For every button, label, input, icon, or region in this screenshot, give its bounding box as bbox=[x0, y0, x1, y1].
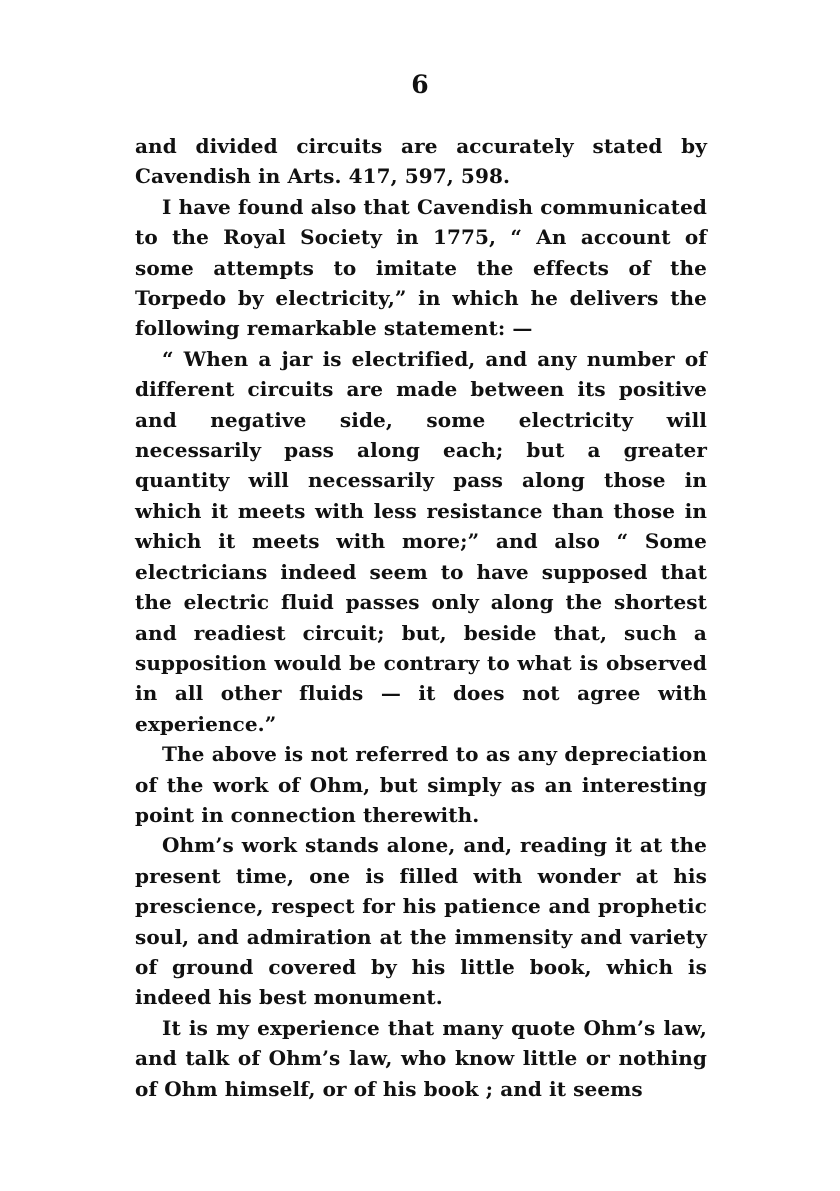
paragraph-quotation: “ When a jar is electrified, and any number of different circuits are made between its positive and negative side, some electricity will necessarily pass along each; but a greater quantity will necessarily pass along those in which it meets with less resistance than those in which it meets with more;” and also “ Some electricians indeed seem to have supposed that the electric fluid passes only along the shortest and readiest circuit; but, beside that, such a supposition would be contrary to what is observed in all other fluids — it does not agree with experience.” bbox=[135, 346, 707, 736]
paragraph-continued: and divided circuits are accurately stated by Cavendish in Arts. 417, 597, 598. bbox=[135, 134, 707, 189]
paragraph-experience: It is my experience that many quote Ohm’s law, and talk of Ohm’s law, who know little or nothing of Ohm himself, or of his book ; and it seems bbox=[135, 1015, 707, 1101]
body-text bbox=[135, 131, 707, 1104]
paragraph-cavendish-torpedo: I have found also that Cavendish communicated to the Royal Society in 1775, “ An account of some attempts to imitate the effects of the Torpedo by electricity,” in which he delivers the following remarkable statement: — bbox=[135, 194, 707, 341]
paragraph-ohms-work: Ohm’s work stands alone, and, reading it at the present time, one is filled with wonder at his prescience, respect for his patience and prophetic soul, and admiration at the immensity and variety of ground covered by his little book, which is indeed his best monument. bbox=[135, 833, 707, 1010]
paragraph-depreciation: The above is not referred to as any depreciation of the work of Ohm, but simply as an interesting point in connection therewith. bbox=[135, 742, 707, 827]
page-number: 6 bbox=[411, 70, 429, 99]
